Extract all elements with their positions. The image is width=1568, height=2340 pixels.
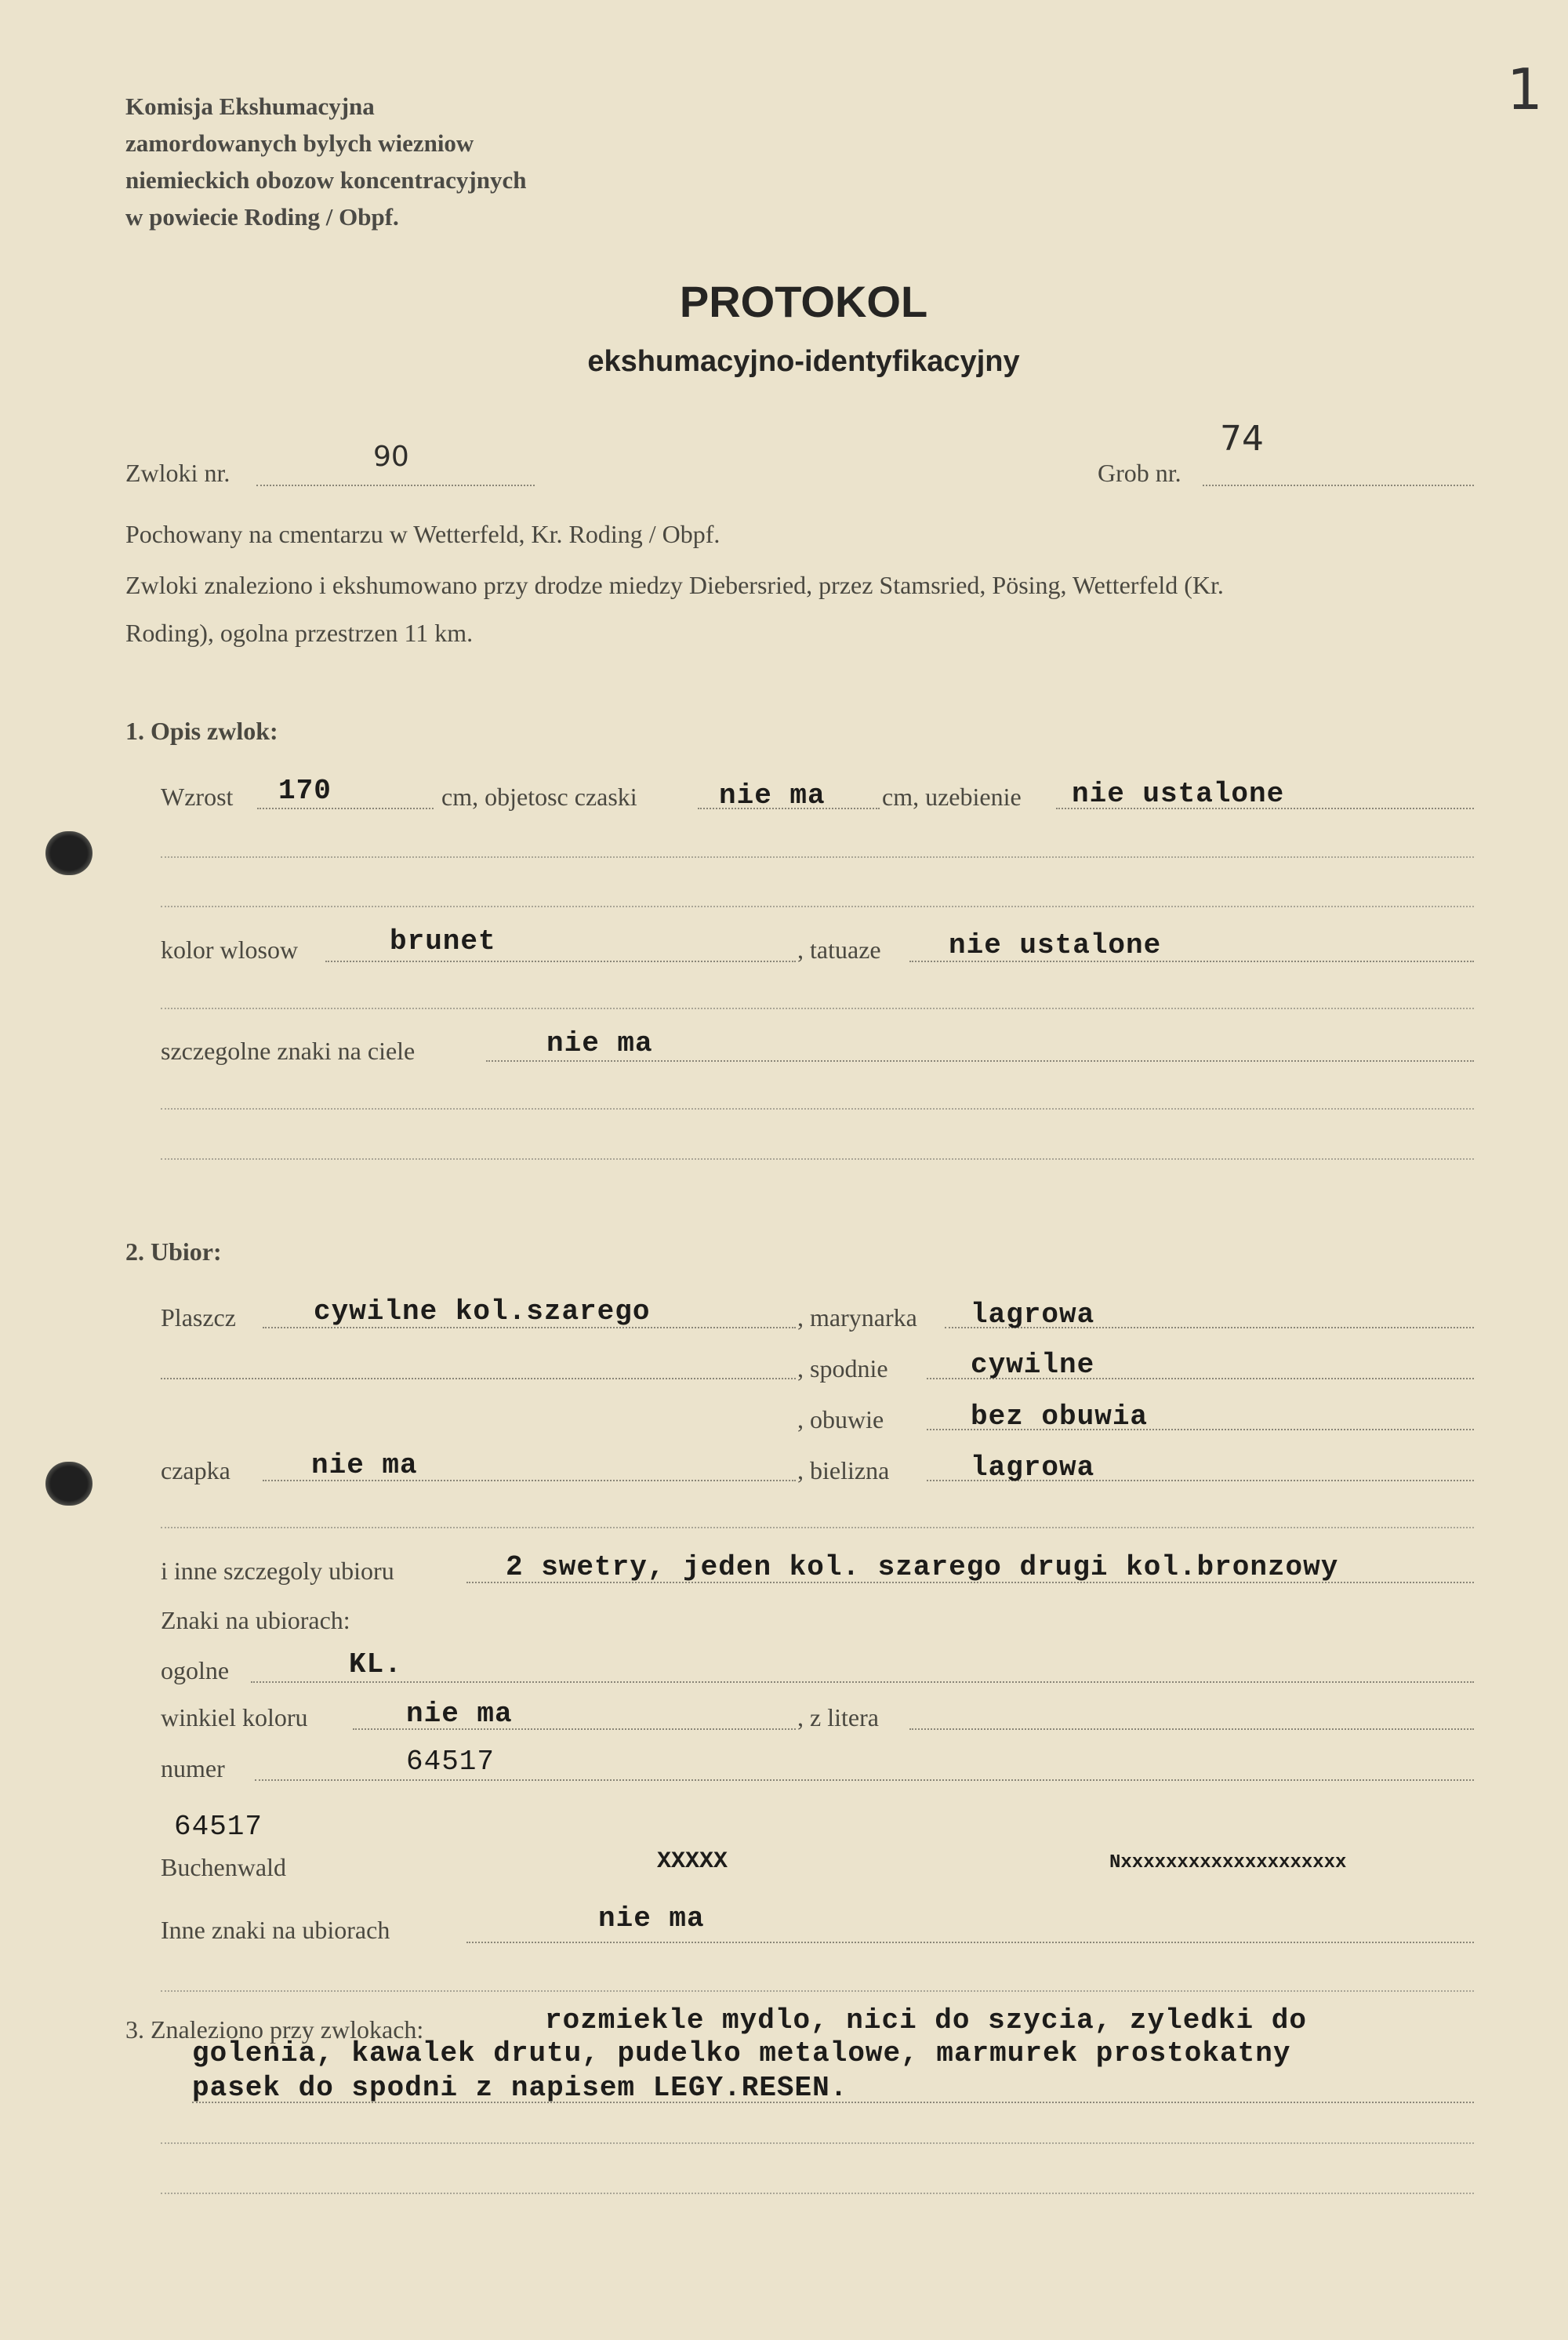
uzebienie-label: cm, uzebienie xyxy=(882,783,1022,811)
inne-szczegoly-label: i inne szczegoly ubioru xyxy=(161,1557,394,1585)
znaki-na-ubiorach-label: Znaki na ubiorach: xyxy=(161,1606,350,1634)
zwloki-value: 90 xyxy=(373,441,409,473)
section3-line-1: rozmiekle mydlo, nici do szycia, zyledki do xyxy=(545,2004,1307,2037)
szczegolne-znaki-dotline xyxy=(486,1060,1474,1062)
numer-label: numer xyxy=(161,1754,225,1782)
czapka-value: nie ma xyxy=(311,1449,418,1481)
punch-hole-bottom xyxy=(45,1462,93,1506)
tatuaze-value: nie ustalone xyxy=(949,929,1162,961)
ogolne-value: KL. xyxy=(349,1648,402,1681)
blank-line-6 xyxy=(161,1527,1474,1528)
szczegolne-znaki-label: szczegolne znaki na ciele xyxy=(161,1037,416,1065)
bielizna-label: , bielizna xyxy=(797,1456,890,1484)
z-litera-dotline xyxy=(909,1728,1474,1730)
spodnie-label: , spodnie xyxy=(797,1354,888,1383)
objetosc-value: nie ma xyxy=(719,779,826,812)
zwloki-label: Zwloki nr. xyxy=(125,459,230,487)
section2-heading: 2. Ubior: xyxy=(125,1237,222,1266)
z-litera-label: , z litera xyxy=(797,1703,879,1731)
intro-line-3: Roding), ogolna przestrzen 11 km. xyxy=(125,619,474,647)
wzrost-dotline xyxy=(257,808,434,809)
ogolne-label: ogolne xyxy=(161,1656,230,1684)
bielizna-value: lagrowa xyxy=(971,1452,1095,1484)
org-line-2: zamordowanych bylych wiezniow xyxy=(125,129,474,157)
inne-szczegoly-value: 2 swetry, jeden kol. szarego drugi kol.bronzowy xyxy=(506,1551,1339,1583)
wzrost-value: 170 xyxy=(278,775,332,807)
ogolne-dotline xyxy=(251,1681,1474,1683)
org-line-1: Komisja Ekshumacyjna xyxy=(125,93,375,120)
section3-line-3: pasek do spodni z napisem LEGY.RESEN. xyxy=(192,2072,848,2104)
winkiel-label: winkiel koloru xyxy=(161,1703,308,1731)
blank-line-9 xyxy=(161,2193,1474,2194)
blank-line-3 xyxy=(161,1008,1474,1009)
blank-line-8 xyxy=(161,2142,1474,2144)
intro-line-1: Pochowany na cmentarzu w Wetterfeld, Kr. Roding / Obpf. xyxy=(125,520,720,548)
document-subtitle: ekshumacyjno-identyfikacyjny xyxy=(587,345,1020,378)
grob-label: Grob nr. xyxy=(1098,459,1181,487)
marynarka-label: , marynarka xyxy=(797,1303,917,1332)
org-line-3: niemieckich obozow koncentracyjnych xyxy=(125,166,527,194)
section1-heading: 1. Opis zwlok: xyxy=(125,717,278,745)
org-line-4: w powiecie Roding / Obpf. xyxy=(125,203,399,231)
grob-dotline xyxy=(1203,485,1474,486)
buchenwald-label: Buchenwald xyxy=(161,1853,286,1881)
numer-value: 64517 xyxy=(406,1746,495,1778)
kolor-label: kolor wlosow xyxy=(161,936,299,964)
inne-znaki-label: Inne znaki na ubiorach xyxy=(161,1916,390,1944)
punch-hole-top xyxy=(45,831,93,875)
blank-line-7 xyxy=(161,1990,1474,1992)
page-number: 1 xyxy=(1507,56,1543,122)
inne-znaki-dotline xyxy=(466,1942,1474,1943)
szczegolne-znaki-value: nie ma xyxy=(546,1027,653,1059)
blank-line-1 xyxy=(161,856,1474,858)
obuwie-label: , obuwie xyxy=(797,1405,884,1433)
kolor-value: brunet xyxy=(390,925,496,957)
kolor-dotline xyxy=(325,961,796,962)
blank-line-4 xyxy=(161,1108,1474,1110)
winkiel-value: nie ma xyxy=(406,1698,513,1730)
blank-line-5 xyxy=(161,1158,1474,1160)
section3-label: 3. Znaleziono przy zwlokach: xyxy=(125,2015,424,2044)
obuwie-value: bez obuwia xyxy=(971,1401,1149,1433)
wzrost-label: Wzrost xyxy=(161,783,234,811)
extra-number: 64517 xyxy=(174,1811,263,1843)
objetosc-label: cm, objetosc czaski xyxy=(441,783,637,811)
inne-znaki-value: nie ma xyxy=(598,1902,705,1935)
document-title: PROTOKOL xyxy=(679,277,928,326)
czapka-label: czapka xyxy=(161,1456,230,1484)
numer-dotline xyxy=(255,1779,1474,1781)
uzebienie-value: nie ustalone xyxy=(1072,778,1285,810)
plaszcz-value: cywilne kol.szarego xyxy=(314,1295,651,1328)
zwloki-dotline xyxy=(256,485,535,486)
intro-line-2: Zwloki znaleziono i ekshumowano przy drodze miedzy Diebersried, przez Stamsried, Pösing, Wetterfeld (Kr. xyxy=(125,571,1224,599)
grob-value: 74 xyxy=(1220,419,1264,459)
spodnie-value: cywilne xyxy=(971,1349,1095,1381)
tatuaze-label: , tatuaze xyxy=(797,936,881,964)
crossed-out-middle: XXXXX xyxy=(657,1848,728,1875)
section3-line-2: golenia, kawalek drutu, pudelko metalowe, marmurek prostokatny xyxy=(192,2037,1291,2069)
spodnie-left-dotline xyxy=(161,1378,796,1379)
marynarka-value: lagrowa xyxy=(971,1299,1095,1331)
plaszcz-label: Plaszcz xyxy=(161,1303,236,1332)
crossed-out-right: Nxxxxxxxxxxxxxxxxxxxx xyxy=(1109,1852,1347,1873)
section3-dotline xyxy=(192,2102,1474,2103)
blank-line-2 xyxy=(161,906,1474,907)
